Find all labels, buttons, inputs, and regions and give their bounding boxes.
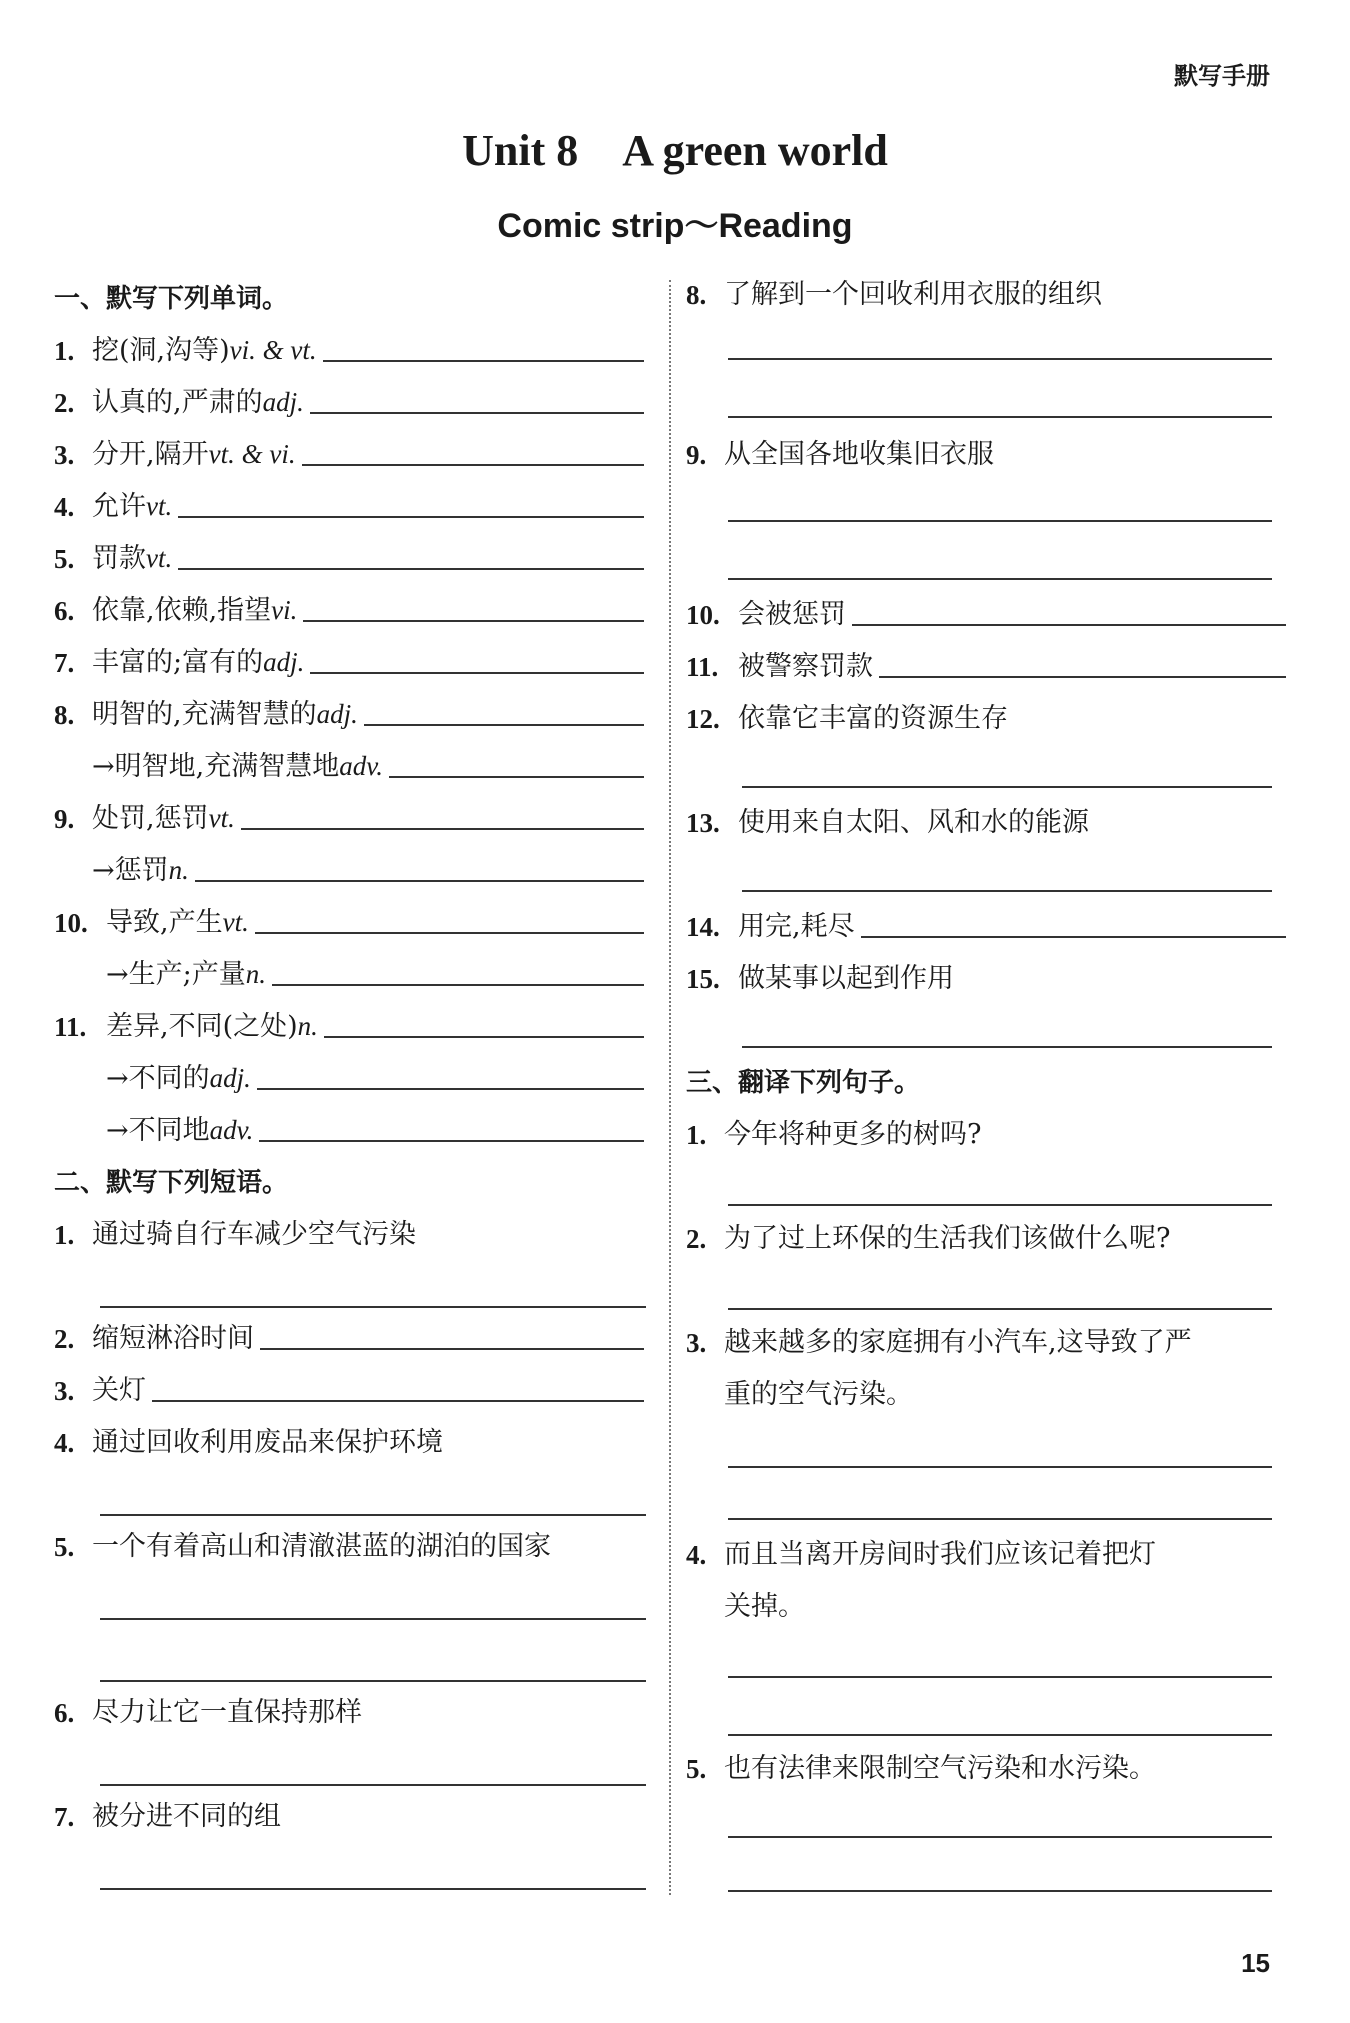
item-number: 4. (54, 492, 75, 522)
word-subitem (54, 746, 644, 786)
phrase-item (54, 1422, 644, 1462)
answer-blank[interactable] (257, 1087, 644, 1090)
item-number: 7. (54, 648, 75, 678)
item-number: 9. (686, 440, 707, 470)
item-number: 7. (54, 1802, 75, 1832)
item-number: 9. (54, 804, 75, 834)
answer-blank[interactable] (323, 359, 644, 362)
lesson-title: Comic strip～Reading (497, 207, 853, 245)
phrase-item (54, 1370, 644, 1410)
item-text: 从全国各地收集旧衣服 (724, 439, 994, 470)
answer-line[interactable] (728, 1734, 1272, 1736)
answer-line[interactable] (728, 1518, 1272, 1520)
part-of-speech: vt. (146, 543, 173, 573)
answer-blank[interactable] (310, 411, 644, 414)
item-number: 1. (54, 1220, 75, 1250)
word-item (54, 1006, 644, 1046)
part-of-speech: adj. (316, 699, 358, 729)
item-text: 认真的,严肃的 (92, 387, 263, 418)
item-text: 了解到一个回收利用衣服的组织 (724, 279, 1102, 310)
part2-heading-row (54, 1162, 644, 1202)
phrase-item (686, 646, 1286, 686)
answer-line[interactable] (728, 416, 1272, 418)
part2-heading: 二、默写下列短语。 (54, 1168, 289, 1198)
word-subitem (54, 1058, 644, 1098)
item-text: 依靠,依赖,指望 (92, 595, 272, 626)
sentence-item (686, 1322, 1286, 1362)
answer-blank[interactable] (152, 1399, 644, 1402)
item-text: →明智地,充满智慧地 (92, 751, 340, 782)
phrase-item (686, 958, 1286, 998)
answer-blank[interactable] (879, 675, 1286, 678)
item-number: 1. (686, 1120, 707, 1150)
sentence-item-continued (686, 1586, 1286, 1626)
answer-blank[interactable] (310, 671, 644, 674)
part3-heading-row (686, 1062, 1286, 1102)
unit-title: Unit 8 A green world (462, 126, 888, 175)
item-number: 11. (54, 1012, 87, 1042)
answer-line[interactable] (728, 520, 1272, 522)
item-number: 3. (54, 440, 75, 470)
answer-blank[interactable] (178, 515, 644, 518)
part-of-speech: adv. (209, 1115, 254, 1145)
part-of-speech: adv. (339, 751, 383, 781)
item-number: 3. (54, 1376, 75, 1406)
answer-line[interactable] (728, 1836, 1272, 1838)
sentence-item (686, 1114, 1286, 1154)
item-text: 会被惩罚 (738, 599, 846, 630)
answer-line[interactable] (728, 1308, 1272, 1310)
item-text: 用完,耗尽 (738, 911, 855, 942)
answer-line[interactable] (100, 1784, 646, 1786)
answer-blank[interactable] (241, 827, 644, 830)
answer-blank[interactable] (302, 463, 644, 466)
part-of-speech: vi. (271, 595, 298, 625)
answer-line[interactable] (742, 890, 1272, 892)
item-number: 2. (54, 388, 75, 418)
item-number: 14. (686, 912, 720, 942)
answer-blank[interactable] (260, 1347, 644, 1350)
item-text: 被警察罚款 (738, 651, 873, 682)
item-number: 6. (54, 596, 75, 626)
answer-blank[interactable] (303, 619, 644, 622)
part-of-speech: n. (297, 1011, 318, 1041)
item-text: 做某事以起到作用 (738, 963, 954, 994)
part-of-speech: adj. (262, 387, 304, 417)
item-text: 处罚,惩罚 (92, 803, 209, 834)
part1-heading-row (54, 278, 644, 318)
item-number: 13. (686, 808, 720, 838)
answer-blank[interactable] (324, 1035, 644, 1038)
item-text: 明智的,充满智慧的 (92, 699, 317, 730)
phrase-item (54, 1214, 644, 1254)
item-text: 罚款 (92, 543, 146, 574)
part-of-speech: n. (168, 855, 189, 885)
phrase-item (686, 274, 1286, 314)
answer-blank[interactable] (861, 935, 1286, 938)
item-text: 丰富的;富有的 (92, 647, 264, 678)
item-number: 12. (686, 704, 720, 734)
sentence-item (686, 1534, 1286, 1574)
phrase-item (686, 906, 1286, 946)
word-item (54, 902, 644, 942)
word-item (54, 382, 644, 422)
item-number: 3. (686, 1328, 707, 1358)
item-number: 1. (54, 336, 75, 366)
sentence-item-continued (686, 1374, 1286, 1414)
answer-blank[interactable] (255, 931, 644, 934)
item-text: 使用来自太阳、风和水的能源 (738, 807, 1089, 838)
item-text: 依靠它丰富的资源生存 (738, 703, 1008, 734)
answer-line[interactable] (728, 1890, 1272, 1892)
item-text: 为了过上环保的生活我们该做什么呢? (724, 1223, 1171, 1254)
answer-line[interactable] (100, 1618, 646, 1620)
item-text: 一个有着高山和清澈湛蓝的湖泊的国家 (92, 1531, 551, 1562)
phrase-item (54, 1692, 644, 1732)
item-text: 导致,产生 (106, 907, 223, 938)
item-text: 尽力让它一直保持那样 (92, 1697, 362, 1728)
answer-line[interactable] (728, 578, 1272, 580)
item-text: →不同地 (106, 1115, 210, 1146)
item-number: 4. (686, 1540, 707, 1570)
item-text: 允许 (92, 491, 146, 522)
item-text: 通过回收利用废品来保护环境 (92, 1427, 443, 1458)
phrase-item (54, 1526, 644, 1566)
answer-blank[interactable] (852, 623, 1286, 626)
item-text: 而且当离开房间时我们应该记着把灯 (724, 1539, 1156, 1570)
page-number: 15 (1241, 1948, 1270, 1978)
answer-line[interactable] (728, 1466, 1272, 1468)
phrase-item (686, 434, 1286, 474)
part-of-speech: vt. (222, 907, 249, 937)
item-text: 越来越多的家庭拥有小汽车,这导致了严 (724, 1327, 1192, 1358)
answer-line[interactable] (728, 1204, 1272, 1206)
answer-blank[interactable] (195, 879, 644, 882)
phrase-item (686, 802, 1286, 842)
item-text: 也有法律来限制空气污染和水污染。 (724, 1753, 1156, 1784)
item-text: 差异,不同(之处) (106, 1011, 298, 1042)
item-text: →惩罚 (92, 855, 169, 886)
word-item (54, 486, 644, 526)
phrase-item (54, 1318, 644, 1358)
item-text: 关灯 (92, 1375, 146, 1406)
item-text: →不同的 (106, 1063, 210, 1094)
item-text: 挖(洞,沟等) (92, 335, 230, 366)
item-number: 5. (686, 1754, 707, 1784)
answer-line[interactable] (100, 1306, 646, 1308)
item-text: 关掉。 (724, 1591, 805, 1622)
word-subitem (54, 954, 644, 994)
word-item (54, 590, 644, 630)
sentence-item (686, 1218, 1286, 1258)
word-subitem (54, 1110, 644, 1150)
answer-blank[interactable] (364, 723, 644, 726)
answer-blank[interactable] (178, 567, 644, 570)
part-of-speech: vt. & vi. (208, 439, 296, 469)
answer-line[interactable] (100, 1888, 646, 1890)
item-number: 10. (54, 908, 88, 938)
column-divider (669, 280, 671, 1895)
answer-line[interactable] (100, 1514, 646, 1516)
item-number: 15. (686, 964, 720, 994)
word-item (54, 434, 644, 474)
word-item (54, 330, 644, 370)
part-of-speech: vt. (208, 803, 235, 833)
phrase-item (686, 594, 1286, 634)
sentence-item (686, 1748, 1286, 1788)
item-number: 4. (54, 1428, 75, 1458)
part-of-speech: vi. & vt. (229, 335, 317, 365)
phrase-item (54, 1796, 644, 1836)
item-text: 缩短淋浴时间 (92, 1323, 254, 1354)
header-tag: 默写手册 (1174, 62, 1270, 90)
part-of-speech: vt. (146, 491, 173, 521)
item-number: 8. (686, 280, 707, 310)
part-of-speech: adj. (263, 647, 305, 677)
item-text: 今年将种更多的树吗? (724, 1119, 982, 1150)
item-number: 8. (54, 700, 75, 730)
item-text: →生产;产量 (106, 959, 246, 990)
word-item (54, 642, 644, 682)
item-number: 10. (686, 600, 720, 630)
answer-line[interactable] (742, 1046, 1272, 1048)
part3-heading: 三、翻译下列句子。 (686, 1068, 921, 1098)
item-text: 重的空气污染。 (724, 1379, 913, 1410)
word-item (54, 798, 644, 838)
answer-blank[interactable] (272, 983, 644, 986)
phrase-item (686, 698, 1286, 738)
item-text: 被分进不同的组 (92, 1801, 281, 1832)
part-of-speech: adj. (209, 1063, 251, 1093)
answer-line[interactable] (728, 358, 1272, 360)
item-number: 11. (686, 652, 719, 682)
item-number: 5. (54, 544, 75, 574)
answer-line[interactable] (728, 1676, 1272, 1678)
item-number: 2. (54, 1324, 75, 1354)
answer-blank[interactable] (389, 775, 644, 778)
part-of-speech: n. (245, 959, 266, 989)
item-text: 通过骑自行车减少空气污染 (92, 1219, 416, 1250)
item-text: 分开,隔开 (92, 439, 209, 470)
item-number: 6. (54, 1698, 75, 1728)
answer-blank[interactable] (259, 1139, 644, 1142)
answer-line[interactable] (100, 1680, 646, 1682)
word-item (54, 538, 644, 578)
item-number: 5. (54, 1532, 75, 1562)
word-item (54, 694, 644, 734)
word-subitem (54, 850, 644, 890)
part1-heading: 一、默写下列单词。 (54, 284, 289, 314)
answer-line[interactable] (742, 786, 1272, 788)
item-number: 2. (686, 1224, 707, 1254)
